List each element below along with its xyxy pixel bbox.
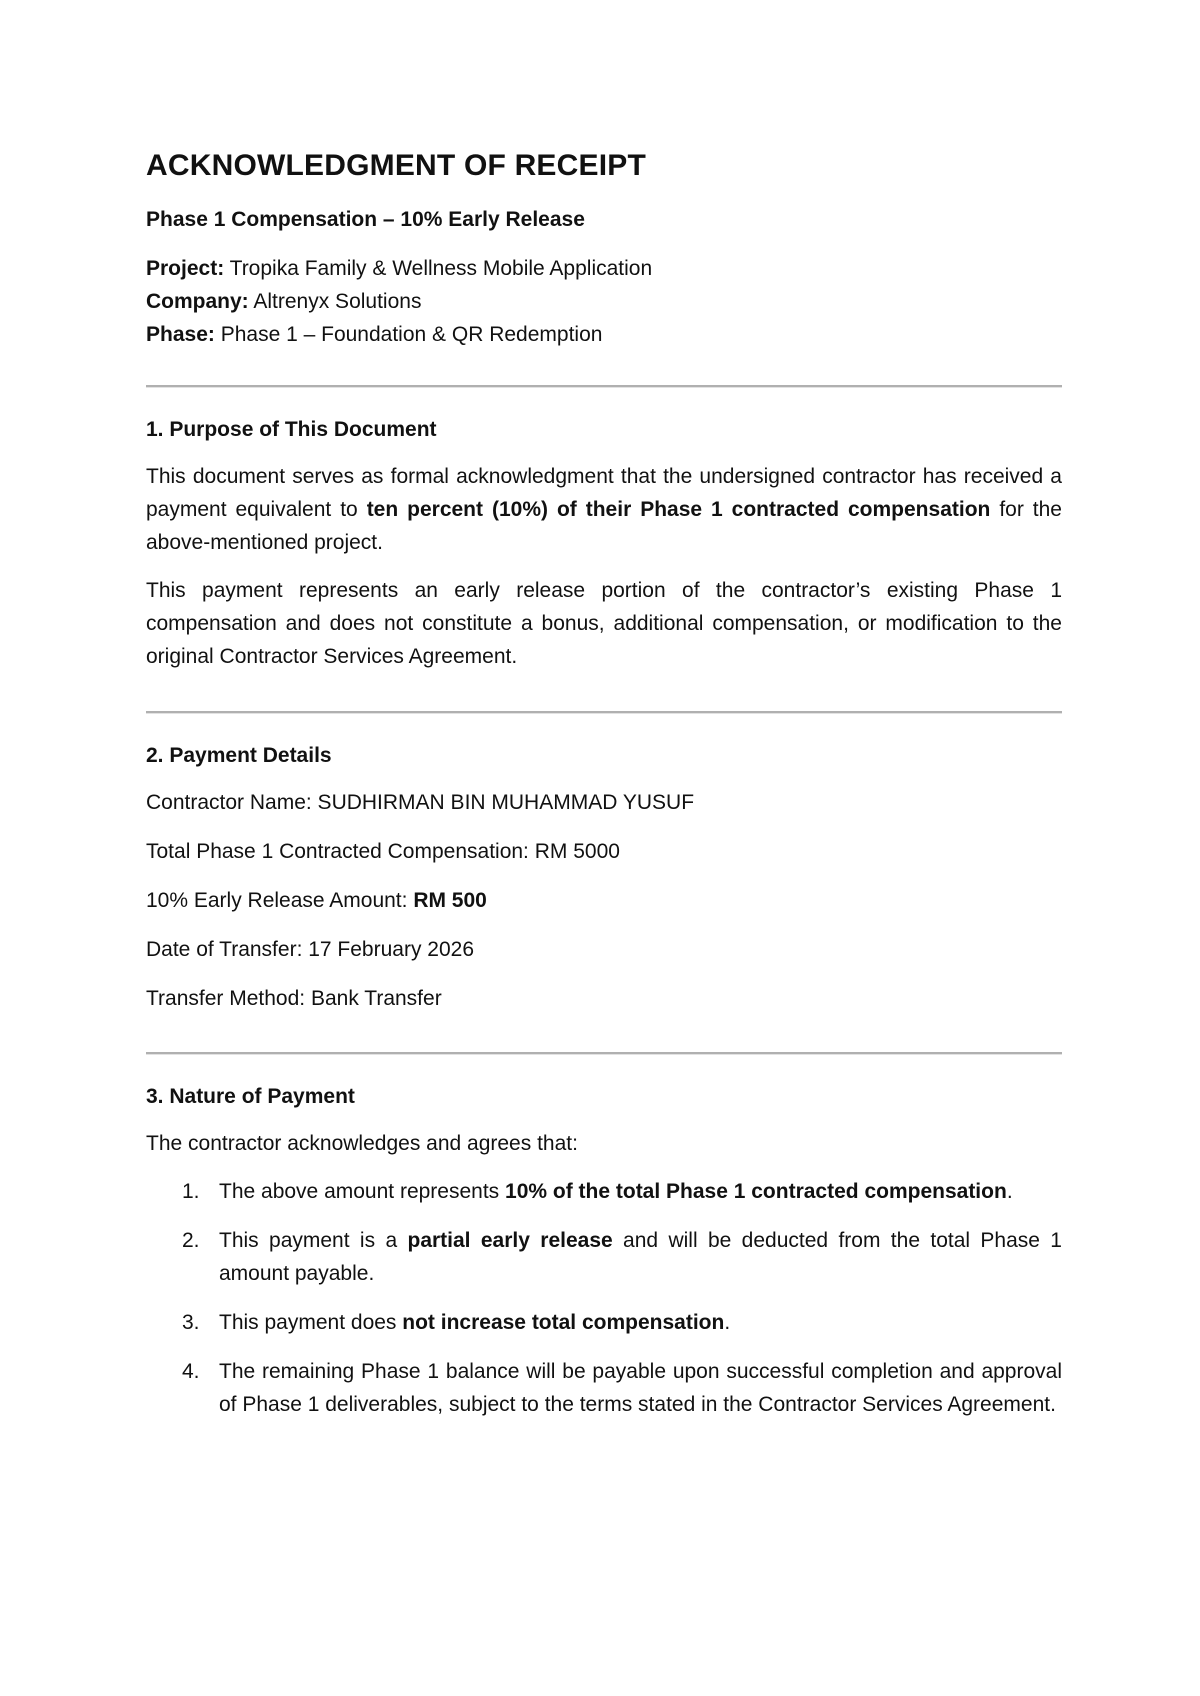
early-release-label: 10% Early Release Amount: <box>146 889 414 912</box>
item-text: and will be deducted from the total Phase 1 amount payable. <box>219 1229 1062 1285</box>
item-text: This payment is a <box>219 1229 408 1252</box>
early-release-amount <box>146 884 1062 917</box>
item-text: The above amount represents <box>219 1180 506 1203</box>
list-number: 2. <box>182 1229 200 1252</box>
divider <box>146 1052 1062 1055</box>
section-heading: 3. Nature of Payment <box>146 1085 355 1108</box>
purpose-paragraph-2: This payment represents an early release portion of the contractor’s existing Phase 1 compensation and does not constitute a bonus, additional compensation, or modification to the original Contractor Services Agreement. <box>146 579 1062 668</box>
section-nature-of-payment <box>146 1083 1062 1437</box>
document-title: ACKNOWLEDGMENT OF RECEIPT <box>146 149 646 182</box>
list-item <box>146 1306 1062 1339</box>
item-text: This payment does <box>219 1311 403 1334</box>
meta-phase <box>146 318 652 351</box>
total-compensation: Total Phase 1 Contracted Compensation: RM 5000 <box>146 840 620 863</box>
section-purpose <box>146 416 1062 688</box>
project-meta <box>146 252 652 351</box>
purpose-text-c: for the above-mentioned project. <box>146 498 1062 554</box>
meta-phase-label: Phase: <box>146 323 215 346</box>
list-number: 4. <box>182 1360 200 1383</box>
meta-phase-value: Phase 1 – Foundation & QR Redemption <box>214 323 603 346</box>
purpose-paragraph-1 <box>146 460 1062 559</box>
item-text: The remaining Phase 1 balance will be payable upon successful completion and approval of Phase 1 deliverables, subject to the terms stated in the Contractor Services Agreement. <box>219 1360 1062 1416</box>
transfer-method: Transfer Method: Bank Transfer <box>146 987 442 1010</box>
list-item <box>146 1175 1062 1208</box>
divider <box>146 711 1062 714</box>
meta-company <box>146 285 652 318</box>
meta-project-value: Tropika Family & Wellness Mobile Application <box>224 257 653 280</box>
list-item <box>146 1224 1062 1290</box>
item-emphasis: partial early release <box>407 1229 613 1252</box>
meta-project <box>146 252 652 285</box>
section-payment-details <box>146 742 1062 1031</box>
document-subtitle: Phase 1 Compensation – 10% Early Release <box>146 208 585 231</box>
section-heading: 2. Payment Details <box>146 744 332 767</box>
nature-intro: The contractor acknowledges and agrees that: <box>146 1132 578 1155</box>
meta-project-label: Project: <box>146 257 225 280</box>
item-text: . <box>724 1311 731 1334</box>
section-heading: 1. Purpose of This Document <box>146 418 437 441</box>
early-release-value: RM 500 <box>413 889 487 912</box>
divider <box>146 385 1062 388</box>
purpose-text-emphasis: ten percent (10%) of their Phase 1 contracted compensation <box>366 498 991 521</box>
list-number: 3. <box>182 1311 200 1334</box>
list-item <box>146 1355 1062 1421</box>
list-number: 1. <box>182 1180 200 1203</box>
item-emphasis: not increase total compensation <box>402 1311 725 1334</box>
meta-company-label: Company: <box>146 290 249 313</box>
item-text: . <box>1006 1180 1013 1203</box>
terms-list <box>146 1175 1062 1421</box>
purpose-text-a: This document serves as formal acknowledgment that the undersigned contractor has received a payment equivalent to <box>146 465 1062 521</box>
item-emphasis: 10% of the total Phase 1 contracted compensation <box>505 1180 1007 1203</box>
meta-company-value: Altrenyx Solutions <box>248 290 422 313</box>
contractor-name: Contractor Name: SUDHIRMAN BIN MUHAMMAD YUSUF <box>146 791 695 814</box>
transfer-date: Date of Transfer: 17 February 2026 <box>146 938 475 961</box>
